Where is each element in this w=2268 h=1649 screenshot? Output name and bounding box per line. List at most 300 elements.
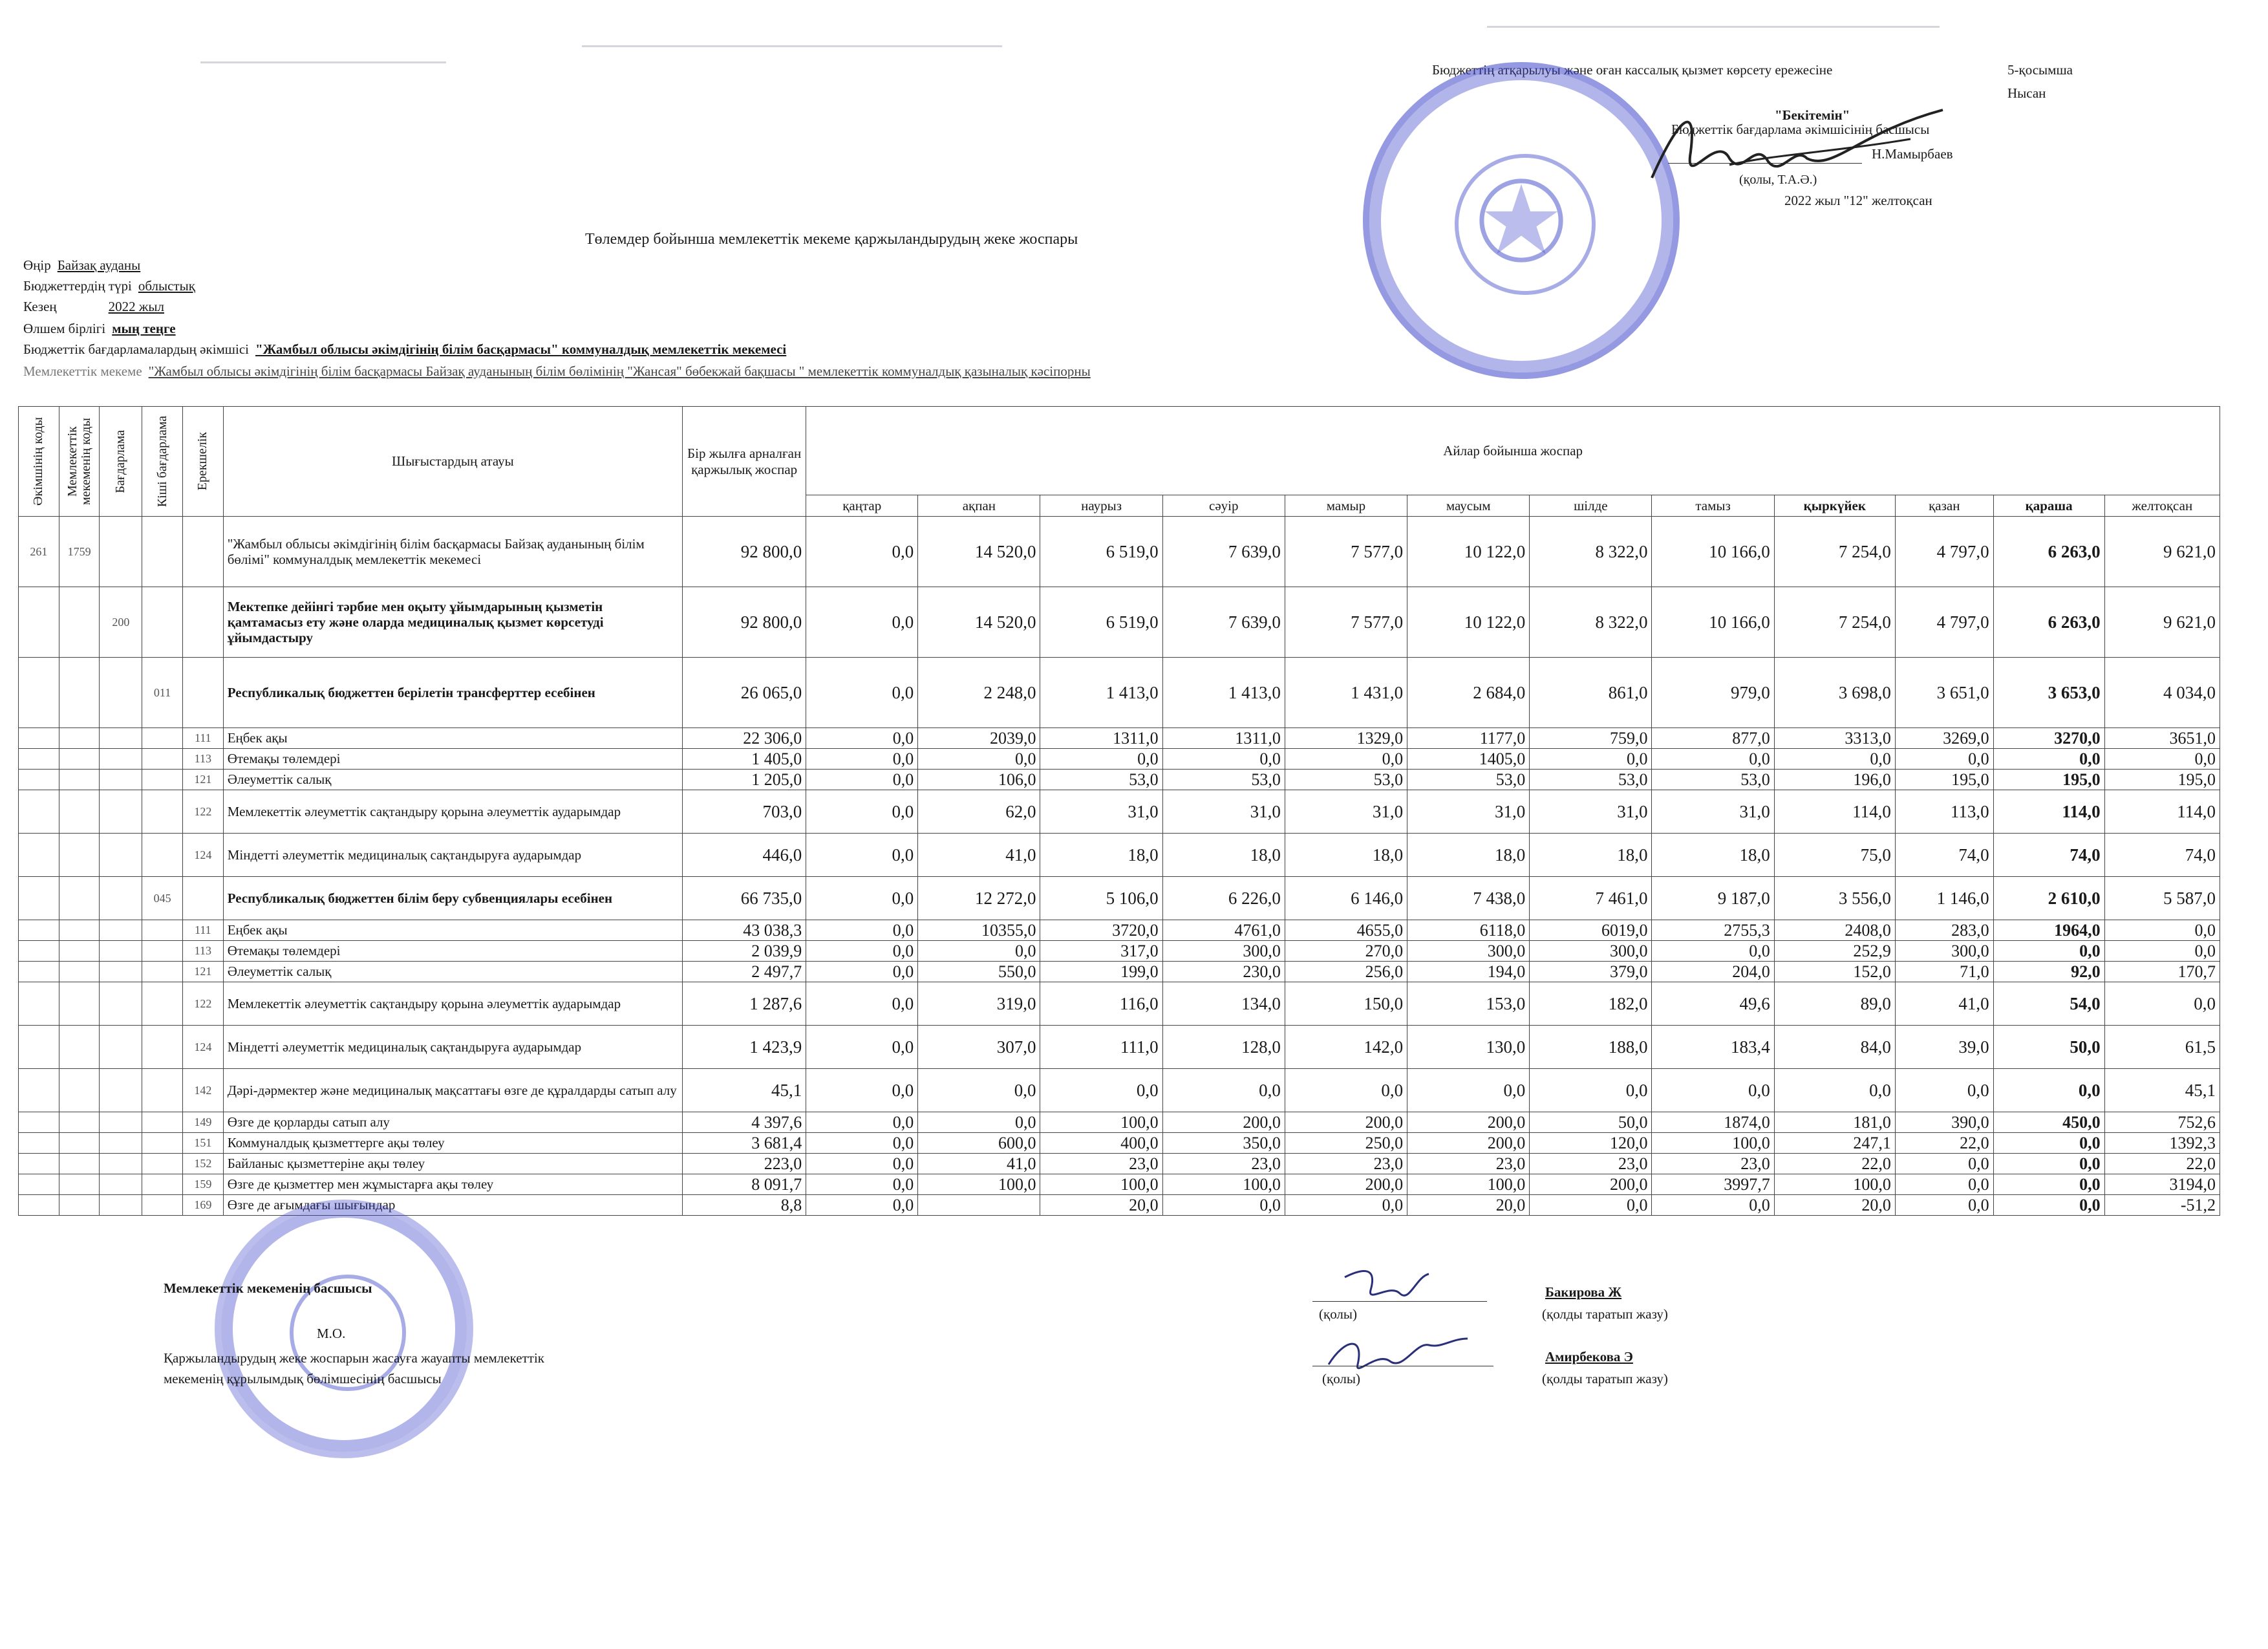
month-value-cell: 0,0 bbox=[806, 658, 918, 728]
code-cell bbox=[19, 982, 59, 1026]
approved-label: "Бекітемін" bbox=[1775, 107, 1850, 123]
month-value-cell: 1 413,0 bbox=[1040, 658, 1162, 728]
month-header: қазан bbox=[1895, 495, 1993, 517]
code-cell bbox=[142, 1133, 183, 1154]
month-value-cell: 41,0 bbox=[918, 834, 1040, 877]
month-value-cell: 10 166,0 bbox=[1652, 517, 1774, 587]
expense-name-cell: Өтемақы төлемдері bbox=[223, 941, 682, 962]
month-value-cell: 75,0 bbox=[1774, 834, 1895, 877]
financing-plan-table bbox=[18, 406, 2220, 1216]
signature-approver bbox=[1639, 94, 1949, 204]
code-cell: 121 bbox=[182, 962, 223, 982]
month-value-cell: 18,0 bbox=[1040, 834, 1162, 877]
month-value-cell: 3720,0 bbox=[1040, 920, 1162, 941]
month-value-cell: 53,0 bbox=[1285, 770, 1407, 790]
month-value-cell: 752,6 bbox=[2104, 1112, 2220, 1133]
month-value-cell: 0,0 bbox=[806, 941, 918, 962]
month-value-cell: 23,0 bbox=[1285, 1154, 1407, 1174]
code-cell bbox=[100, 962, 142, 982]
month-value-cell: 5 587,0 bbox=[2104, 877, 2220, 920]
expense-name-cell: Мектепке дейінгі тәрбие мен оқыту ұйымдарының қызметін қамтамасыз ету және оларда медициналық қызмет көрсетуді ұйымдастыру bbox=[223, 587, 682, 658]
month-value-cell: 3313,0 bbox=[1774, 728, 1895, 749]
month-value-cell: 114,0 bbox=[2104, 790, 2220, 834]
table-row bbox=[19, 834, 2220, 877]
month-value-cell: 2755,3 bbox=[1652, 920, 1774, 941]
table-row bbox=[19, 962, 2220, 982]
month-value-cell: 1311,0 bbox=[1040, 728, 1162, 749]
expense-name-cell: Міндетті әлеуметтік медициналық сақтандыруға аударымдар bbox=[223, 834, 682, 877]
code-cell bbox=[19, 587, 59, 658]
month-value-cell: 2039,0 bbox=[918, 728, 1040, 749]
month-value-cell: 195,0 bbox=[1993, 770, 2104, 790]
month-value-cell: 182,0 bbox=[1530, 982, 1652, 1026]
code-cell bbox=[142, 920, 183, 941]
code-cell bbox=[100, 1174, 142, 1195]
month-value-cell: 0,0 bbox=[806, 587, 918, 658]
code-cell bbox=[182, 658, 223, 728]
round-seal-stamp bbox=[1363, 62, 1680, 379]
code-cell bbox=[59, 1154, 100, 1174]
table-row bbox=[19, 941, 2220, 962]
code-cell bbox=[142, 982, 183, 1026]
month-value-cell: 7 254,0 bbox=[1774, 587, 1895, 658]
month-value-cell: 23,0 bbox=[1040, 1154, 1162, 1174]
month-value-cell: 6 519,0 bbox=[1040, 517, 1162, 587]
code-cell bbox=[59, 1069, 100, 1112]
expense-name-cell: Коммуналдық қызметтерге ақы төлеу bbox=[223, 1133, 682, 1154]
code-cell: 200 bbox=[100, 587, 142, 658]
month-header: тамыз bbox=[1652, 495, 1774, 517]
month-value-cell: 0,0 bbox=[1993, 941, 2104, 962]
code-cell bbox=[100, 834, 142, 877]
month-value-cell: 0,0 bbox=[1895, 1154, 1993, 1174]
month-value-cell: 0,0 bbox=[2104, 941, 2220, 962]
code-cell bbox=[142, 790, 183, 834]
month-value-cell: 2408,0 bbox=[1774, 920, 1895, 941]
meta-institution: Мемлекеттік мекеме "Жамбыл облысы әкімдігінің білім басқармасы Байзақ ауданының білім бөлімінің "Жансая" бөбекжай бақшасы " мемлекеттік коммуналдық қазыналық кәсіпорны bbox=[23, 363, 1091, 379]
month-value-cell: 1405,0 bbox=[1407, 749, 1530, 770]
month-value-cell: 92,0 bbox=[1993, 962, 2104, 982]
code-cell bbox=[142, 728, 183, 749]
month-value-cell: 120,0 bbox=[1530, 1133, 1652, 1154]
code-cell bbox=[142, 1195, 183, 1216]
month-value-cell: 0,0 bbox=[1040, 1069, 1162, 1112]
month-header: қараша bbox=[1993, 495, 2104, 517]
sign1-hint: (қолы) bbox=[1319, 1306, 1358, 1322]
meta-region: Өңір Байзақ ауданы bbox=[23, 257, 141, 273]
footer-responsible-1: Қаржыландырудың жеке жоспарын жасауға жауапты мемлекеттік bbox=[164, 1350, 544, 1366]
col-monthly: Айлар бойынша жоспар bbox=[806, 407, 2220, 495]
month-value-cell: 194,0 bbox=[1407, 962, 1530, 982]
month-value-cell: 18,0 bbox=[1407, 834, 1530, 877]
month-value-cell: 0,0 bbox=[1652, 749, 1774, 770]
table-row bbox=[19, 517, 2220, 587]
month-value-cell: 1392,3 bbox=[2104, 1133, 2220, 1154]
month-value-cell: 23,0 bbox=[1407, 1154, 1530, 1174]
month-value-cell: 1329,0 bbox=[1285, 728, 1407, 749]
month-value-cell: 979,0 bbox=[1652, 658, 1774, 728]
table-row bbox=[19, 1069, 2220, 1112]
month-value-cell: 450,0 bbox=[1993, 1112, 2104, 1133]
code-cell: 113 bbox=[182, 941, 223, 962]
month-value-cell: 153,0 bbox=[1407, 982, 1530, 1026]
month-value-cell: 53,0 bbox=[1407, 770, 1530, 790]
month-value-cell: 128,0 bbox=[1162, 1026, 1285, 1069]
month-value-cell: 0,0 bbox=[1285, 749, 1407, 770]
month-value-cell: 183,4 bbox=[1652, 1026, 1774, 1069]
table-row bbox=[19, 587, 2220, 658]
code-cell bbox=[59, 587, 100, 658]
code-cell: 159 bbox=[182, 1174, 223, 1195]
annual-total-cell: 8 091,7 bbox=[683, 1174, 806, 1195]
col-annual: Бір жылға арналған қаржылық жоспар bbox=[683, 407, 806, 517]
month-value-cell: 100,0 bbox=[1162, 1174, 1285, 1195]
code-cell bbox=[100, 728, 142, 749]
month-value-cell: 100,0 bbox=[918, 1174, 1040, 1195]
month-value-cell: 0,0 bbox=[918, 941, 1040, 962]
code-cell bbox=[142, 1112, 183, 1133]
month-value-cell: 0,0 bbox=[1285, 1195, 1407, 1216]
code-cell bbox=[100, 1026, 142, 1069]
annual-total-cell: 1 205,0 bbox=[683, 770, 806, 790]
code-cell bbox=[19, 920, 59, 941]
month-value-cell: 200,0 bbox=[1407, 1133, 1530, 1154]
head-name: Н.Мамырбаев bbox=[1872, 146, 1953, 162]
month-value-cell: 0,0 bbox=[806, 1154, 918, 1174]
month-value-cell: 252,9 bbox=[1774, 941, 1895, 962]
month-value-cell: 130,0 bbox=[1407, 1026, 1530, 1069]
meta-period: Кезең 2022 жыл bbox=[23, 299, 164, 314]
month-header: шілде bbox=[1530, 495, 1652, 517]
code-cell bbox=[19, 1112, 59, 1133]
month-value-cell: -51,2 bbox=[2104, 1195, 2220, 1216]
month-value-cell: 0,0 bbox=[806, 834, 918, 877]
month-value-cell: 0,0 bbox=[806, 982, 918, 1026]
annual-total-cell: 45,1 bbox=[683, 1069, 806, 1112]
table-row bbox=[19, 1133, 2220, 1154]
month-value-cell: 3269,0 bbox=[1895, 728, 1993, 749]
month-value-cell: 31,0 bbox=[1285, 790, 1407, 834]
col-program: Бағдарлама bbox=[100, 407, 142, 517]
month-value-cell: 0,0 bbox=[1895, 749, 1993, 770]
month-value-cell: 200,0 bbox=[1285, 1174, 1407, 1195]
month-value-cell: 9 187,0 bbox=[1652, 877, 1774, 920]
month-value-cell: 41,0 bbox=[1895, 982, 1993, 1026]
month-value-cell: 8 322,0 bbox=[1530, 587, 1652, 658]
expense-name-cell: Өзге де қызметтер мен жұмыстарға ақы төлеу bbox=[223, 1174, 682, 1195]
expense-name-cell: Өзге де қорларды сатып алу bbox=[223, 1112, 682, 1133]
month-value-cell: 0,0 bbox=[1993, 1154, 2104, 1174]
sign2-name: Амирбекова Э bbox=[1545, 1349, 1633, 1364]
month-value-cell: 0,0 bbox=[806, 517, 918, 587]
expense-name-cell: Әлеуметтік салық bbox=[223, 770, 682, 790]
month-value-cell: 0,0 bbox=[806, 790, 918, 834]
month-value-cell: 114,0 bbox=[1993, 790, 2104, 834]
code-cell bbox=[100, 1133, 142, 1154]
annual-total-cell: 92 800,0 bbox=[683, 517, 806, 587]
month-value-cell: 0,0 bbox=[806, 749, 918, 770]
code-cell bbox=[182, 877, 223, 920]
annual-total-cell: 1 405,0 bbox=[683, 749, 806, 770]
month-value-cell: 600,0 bbox=[918, 1133, 1040, 1154]
month-value-cell: 150,0 bbox=[1285, 982, 1407, 1026]
month-value-cell: 0,0 bbox=[1993, 1195, 2104, 1216]
footer-responsible-2: мекеменің құрылымдық бөлімшесінің басшысы bbox=[164, 1371, 442, 1386]
month-value-cell: 0,0 bbox=[806, 920, 918, 941]
month-value-cell: 7 577,0 bbox=[1285, 587, 1407, 658]
month-value-cell: 379,0 bbox=[1530, 962, 1652, 982]
month-value-cell: 7 438,0 bbox=[1407, 877, 1530, 920]
annual-total-cell: 3 681,4 bbox=[683, 1133, 806, 1154]
month-value-cell: 0,0 bbox=[918, 1112, 1040, 1133]
month-value-cell: 20,0 bbox=[1774, 1195, 1895, 1216]
table-row bbox=[19, 1154, 2220, 1174]
code-cell bbox=[19, 658, 59, 728]
month-value-cell: 41,0 bbox=[918, 1154, 1040, 1174]
month-value-cell: 0,0 bbox=[1040, 749, 1162, 770]
month-value-cell: 0,0 bbox=[806, 770, 918, 790]
expense-name-cell: Еңбек ақы bbox=[223, 728, 682, 749]
month-value-cell: 0,0 bbox=[1774, 749, 1895, 770]
month-value-cell: 0,0 bbox=[1530, 1069, 1652, 1112]
month-value-cell: 0,0 bbox=[1162, 1195, 1285, 1216]
form-label: Нысан bbox=[2007, 85, 2046, 101]
month-value-cell: 0,0 bbox=[1895, 1195, 1993, 1216]
month-value-cell: 62,0 bbox=[918, 790, 1040, 834]
month-value-cell: 18,0 bbox=[1530, 834, 1652, 877]
code-cell bbox=[19, 1133, 59, 1154]
code-cell: 111 bbox=[182, 728, 223, 749]
month-value-cell: 390,0 bbox=[1895, 1112, 1993, 1133]
month-value-cell: 18,0 bbox=[1285, 834, 1407, 877]
month-value-cell: 300,0 bbox=[1530, 941, 1652, 962]
table-row bbox=[19, 1174, 2220, 1195]
month-value-cell: 31,0 bbox=[1040, 790, 1162, 834]
code-cell bbox=[59, 920, 100, 941]
month-value-cell: 0,0 bbox=[806, 1174, 918, 1195]
month-value-cell: 0,0 bbox=[806, 1112, 918, 1133]
month-value-cell: 142,0 bbox=[1285, 1026, 1407, 1069]
expense-name-cell: Байланыс қызметтеріне ақы төлеу bbox=[223, 1154, 682, 1174]
month-value-cell: 10 122,0 bbox=[1407, 587, 1530, 658]
month-value-cell: 106,0 bbox=[918, 770, 1040, 790]
month-value-cell: 7 254,0 bbox=[1774, 517, 1895, 587]
col-admin-code: Әкімшінің коды bbox=[19, 407, 59, 517]
month-value-cell: 39,0 bbox=[1895, 1026, 1993, 1069]
month-value-cell: 23,0 bbox=[1162, 1154, 1285, 1174]
month-value-cell: 7 639,0 bbox=[1162, 587, 1285, 658]
month-value-cell bbox=[918, 1195, 1040, 1216]
month-value-cell: 181,0 bbox=[1774, 1112, 1895, 1133]
month-value-cell: 31,0 bbox=[1652, 790, 1774, 834]
month-value-cell: 861,0 bbox=[1530, 658, 1652, 728]
table-row bbox=[19, 877, 2220, 920]
month-value-cell: 0,0 bbox=[1530, 749, 1652, 770]
annual-total-cell: 66 735,0 bbox=[683, 877, 806, 920]
annual-total-cell: 4 397,6 bbox=[683, 1112, 806, 1133]
code-cell bbox=[19, 728, 59, 749]
code-cell: 151 bbox=[182, 1133, 223, 1154]
month-value-cell: 4 797,0 bbox=[1895, 587, 1993, 658]
month-value-cell: 0,0 bbox=[806, 1133, 918, 1154]
month-value-cell: 319,0 bbox=[918, 982, 1040, 1026]
expense-name-cell: Дәрі-дәрмектер және медициналық мақсаттағы өзге де құралдарды сатып алу bbox=[223, 1069, 682, 1112]
annual-total-cell: 8,8 bbox=[683, 1195, 806, 1216]
month-value-cell: 6019,0 bbox=[1530, 920, 1652, 941]
month-value-cell: 100,0 bbox=[1040, 1174, 1162, 1195]
month-value-cell: 6 263,0 bbox=[1993, 587, 2104, 658]
month-value-cell: 3997,7 bbox=[1652, 1174, 1774, 1195]
code-cell bbox=[59, 962, 100, 982]
month-value-cell: 200,0 bbox=[1407, 1112, 1530, 1133]
month-value-cell: 50,0 bbox=[1993, 1026, 2104, 1069]
code-cell: 261 bbox=[19, 517, 59, 587]
month-value-cell: 230,0 bbox=[1162, 962, 1285, 982]
annual-total-cell: 26 065,0 bbox=[683, 658, 806, 728]
col-inst-code: Мемлекеттік мекеменің коды bbox=[59, 407, 100, 517]
code-cell: 1759 bbox=[59, 517, 100, 587]
month-value-cell: 0,0 bbox=[1407, 1069, 1530, 1112]
code-cell bbox=[142, 941, 183, 962]
col-name: Шығыстардың атауы bbox=[223, 407, 682, 517]
month-value-cell: 31,0 bbox=[1162, 790, 1285, 834]
code-cell: 122 bbox=[182, 790, 223, 834]
table-row bbox=[19, 1112, 2220, 1133]
code-cell: 121 bbox=[182, 770, 223, 790]
month-value-cell: 199,0 bbox=[1040, 962, 1162, 982]
month-value-cell: 20,0 bbox=[1407, 1195, 1530, 1216]
month-value-cell: 3651,0 bbox=[2104, 728, 2220, 749]
month-value-cell: 5 106,0 bbox=[1040, 877, 1162, 920]
month-header: маусым bbox=[1407, 495, 1530, 517]
month-header: сәуір bbox=[1162, 495, 1285, 517]
month-value-cell: 74,0 bbox=[1895, 834, 1993, 877]
month-value-cell: 6 226,0 bbox=[1162, 877, 1285, 920]
month-value-cell: 84,0 bbox=[1774, 1026, 1895, 1069]
scan-artifact bbox=[582, 45, 1002, 47]
code-cell bbox=[59, 1112, 100, 1133]
month-value-cell: 10 122,0 bbox=[1407, 517, 1530, 587]
header-note: Бюджеттің атқарылуы және оған кассалық қызмет көрсету ережесіне bbox=[1432, 62, 1833, 78]
footer-head-label: Мемлекеттік мекеменің басшысы bbox=[164, 1280, 372, 1296]
code-cell: 149 bbox=[182, 1112, 223, 1133]
month-value-cell: 4 797,0 bbox=[1895, 517, 1993, 587]
month-value-cell: 23,0 bbox=[1530, 1154, 1652, 1174]
month-value-cell: 113,0 bbox=[1895, 790, 1993, 834]
annual-total-cell: 43 038,3 bbox=[683, 920, 806, 941]
month-value-cell: 0,0 bbox=[918, 1069, 1040, 1112]
month-value-cell: 100,0 bbox=[1407, 1174, 1530, 1195]
code-cell bbox=[19, 941, 59, 962]
month-value-cell: 196,0 bbox=[1774, 770, 1895, 790]
month-header: наурыз bbox=[1040, 495, 1162, 517]
code-cell: 124 bbox=[182, 1026, 223, 1069]
code-cell bbox=[100, 1154, 142, 1174]
month-value-cell: 53,0 bbox=[1162, 770, 1285, 790]
month-value-cell: 0,0 bbox=[1162, 749, 1285, 770]
month-value-cell: 134,0 bbox=[1162, 982, 1285, 1026]
month-value-cell: 18,0 bbox=[1652, 834, 1774, 877]
code-cell bbox=[59, 658, 100, 728]
month-value-cell: 200,0 bbox=[1530, 1174, 1652, 1195]
month-value-cell: 10 166,0 bbox=[1652, 587, 1774, 658]
month-value-cell: 1874,0 bbox=[1652, 1112, 1774, 1133]
month-value-cell: 256,0 bbox=[1285, 962, 1407, 982]
table-row bbox=[19, 658, 2220, 728]
col-specifics: Ерекшелік bbox=[182, 407, 223, 517]
expense-name-cell: Өзге де ағымдағы шығындар bbox=[223, 1195, 682, 1216]
month-value-cell: 195,0 bbox=[1895, 770, 1993, 790]
code-cell bbox=[100, 1112, 142, 1133]
month-value-cell: 20,0 bbox=[1040, 1195, 1162, 1216]
month-value-cell: 31,0 bbox=[1530, 790, 1652, 834]
month-value-cell: 0,0 bbox=[2104, 982, 2220, 1026]
month-value-cell: 100,0 bbox=[1652, 1133, 1774, 1154]
month-value-cell: 270,0 bbox=[1285, 941, 1407, 962]
month-value-cell: 54,0 bbox=[1993, 982, 2104, 1026]
month-value-cell: 195,0 bbox=[2104, 770, 2220, 790]
code-cell bbox=[59, 941, 100, 962]
code-cell: 113 bbox=[182, 749, 223, 770]
month-value-cell: 2 684,0 bbox=[1407, 658, 1530, 728]
document-title: Төлемдер бойынша мемлекеттік мекеме қаржыландырудың жеке жоспары bbox=[585, 231, 1078, 248]
month-value-cell: 6 146,0 bbox=[1285, 877, 1407, 920]
table-row bbox=[19, 982, 2220, 1026]
expense-name-cell: "Жамбыл облысы әкімдігінің білім басқармасы Байзақ ауданының білім бөлімі" коммуналдық мемлекеттік мекемесі bbox=[223, 517, 682, 587]
expense-name-cell: Мемлекеттік әлеуметтік сақтандыру қорына әлеуметтік аударымдар bbox=[223, 982, 682, 1026]
month-value-cell: 7 639,0 bbox=[1162, 517, 1285, 587]
month-value-cell: 0,0 bbox=[806, 728, 918, 749]
expense-name-cell: Өтемақы төлемдері bbox=[223, 749, 682, 770]
code-cell bbox=[59, 1195, 100, 1216]
annual-total-cell: 22 306,0 bbox=[683, 728, 806, 749]
meta-admin: Бюджеттік бағдарламалардың әкімшісі "Жамбыл облысы әкімдігінің білім басқармасы" коммуналдық мемлекеттік мекемесі bbox=[23, 341, 787, 357]
table-row bbox=[19, 770, 2220, 790]
month-value-cell: 3 556,0 bbox=[1774, 877, 1895, 920]
annual-total-cell: 223,0 bbox=[683, 1154, 806, 1174]
month-value-cell: 0,0 bbox=[2104, 749, 2220, 770]
month-value-cell: 0,0 bbox=[1162, 1069, 1285, 1112]
expense-name-cell: Республикалық бюджеттен білім беру субвенциялары есебінен bbox=[223, 877, 682, 920]
code-cell bbox=[19, 962, 59, 982]
month-value-cell: 0,0 bbox=[806, 877, 918, 920]
month-value-cell: 0,0 bbox=[1993, 1133, 2104, 1154]
code-cell bbox=[100, 877, 142, 920]
code-cell bbox=[142, 517, 183, 587]
month-value-cell: 2 248,0 bbox=[918, 658, 1040, 728]
code-cell bbox=[59, 1133, 100, 1154]
month-value-cell: 22,0 bbox=[1895, 1133, 1993, 1154]
month-value-cell: 89,0 bbox=[1774, 982, 1895, 1026]
month-value-cell: 14 520,0 bbox=[918, 587, 1040, 658]
month-value-cell: 74,0 bbox=[2104, 834, 2220, 877]
sign1-name: Бакирова Ж bbox=[1545, 1284, 1622, 1300]
month-value-cell: 53,0 bbox=[1530, 770, 1652, 790]
month-value-cell: 4655,0 bbox=[1285, 920, 1407, 941]
code-cell bbox=[59, 834, 100, 877]
code-cell bbox=[142, 770, 183, 790]
code-cell bbox=[182, 587, 223, 658]
month-value-cell: 0,0 bbox=[1652, 1195, 1774, 1216]
month-value-cell: 283,0 bbox=[1895, 920, 1993, 941]
month-value-cell: 400,0 bbox=[1040, 1133, 1162, 1154]
month-value-cell: 0,0 bbox=[1993, 1174, 2104, 1195]
code-cell bbox=[19, 1195, 59, 1216]
month-value-cell: 49,6 bbox=[1652, 982, 1774, 1026]
month-value-cell: 53,0 bbox=[1652, 770, 1774, 790]
month-value-cell: 247,1 bbox=[1774, 1133, 1895, 1154]
code-cell bbox=[59, 790, 100, 834]
